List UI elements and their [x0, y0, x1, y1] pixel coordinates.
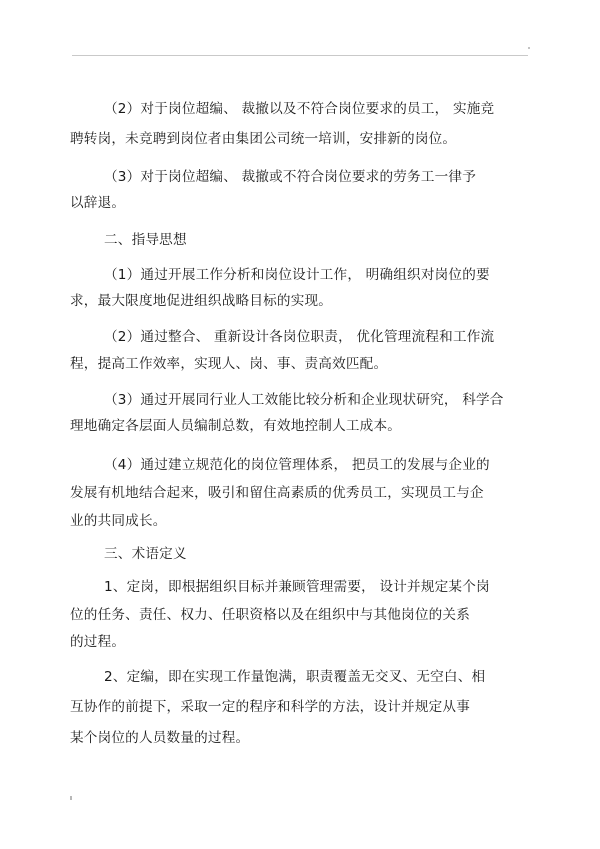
text-line: （3）通过开展同行业人工效能比较分析和企业现状研究， 科学合	[104, 392, 504, 408]
text-line: （2）通过整合、 重新设计各岗位职责， 优化管理流程和工作流	[104, 329, 495, 345]
text-line: （3）对于岗位超编、 裁撤或不符合岗位要求的劳务工一律予	[104, 169, 477, 185]
text-line: 业的共同成长。	[70, 513, 167, 529]
text-line: 聘转岗，未竞聘到岗位者由集团公司统一培训，安排新的岗位。	[70, 131, 457, 147]
text-line: 某个岗位的人员数量的过程。	[70, 730, 250, 746]
section-heading: 三、术语定义	[104, 546, 187, 562]
text-line: 位的任务、责任、权力、任职资格以及在组织中与其他岗位的关系	[70, 607, 471, 623]
text-line: 发展有机地结合起来，吸引和留住高素质的优秀员工，实现员工与企	[70, 485, 484, 501]
header-mark	[528, 47, 530, 49]
text-line: 求，最大限度地促进组织战略目标的实现。	[70, 293, 333, 309]
text-line: 理地确定各层面人员编制总数，有效地控制人工成本。	[70, 418, 402, 434]
text-line: 1、定岗，即根据组织目标并兼顾管理需要， 设计并规定某个岗	[104, 579, 490, 595]
text-line: （2）对于岗位超编、 裁撤以及不符合岗位要求的员工， 实施竞	[104, 101, 495, 117]
text-line: 以辞退。	[70, 195, 126, 211]
header-rule	[72, 55, 528, 56]
text-line: 2、定编，即在实现工作量饱满，职责覆盖无交叉、无空白、相	[104, 669, 486, 685]
text-line: （1）通过开展工作分析和岗位设计工作， 明确组织对岗位的要	[104, 267, 490, 283]
text-line: 程，提高工作效率，实现人、岗、事、责高效匹配。	[70, 356, 388, 372]
footer-mark	[70, 796, 72, 800]
section-heading: 二、指导思想	[104, 232, 187, 248]
text-line: （4）通过建立规范化的岗位管理体系， 把员工的发展与企业的	[104, 457, 490, 473]
text-line: 的过程。	[70, 634, 126, 650]
text-line: 互协作的前提下，采取一定的程序和科学的方法，设计并规定从事	[70, 699, 471, 715]
